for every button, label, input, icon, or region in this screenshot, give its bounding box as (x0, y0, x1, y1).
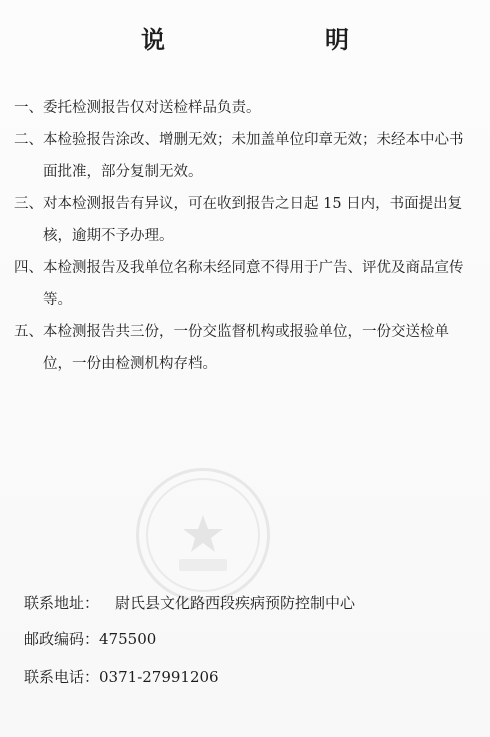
address-label: 联系地址： (24, 594, 100, 612)
zip-value: 475500 (99, 630, 157, 648)
phone-label: 联系电话： (24, 668, 100, 686)
address-value: 尉氏县文化路西段疾病预防控制中心 (115, 594, 356, 612)
notes-list (14, 92, 476, 380)
note-item (14, 188, 476, 252)
note-number: 三、 (14, 196, 43, 212)
contact-address (24, 592, 355, 613)
note-text: 本检验报告涂改、增删无效；未加盖单位印章无效；未经本中心书面批准，部分复制无效。 (43, 132, 464, 180)
note-text: 委托检测报告仅对送检样品负责。 (43, 100, 261, 116)
seal-icon (139, 471, 267, 599)
note-item (14, 316, 476, 380)
note-number: 一、 (14, 100, 43, 116)
phone-value: 0371-27991206 (99, 668, 219, 686)
note-item (14, 92, 476, 124)
note-text: 对本检测报告有异议，可在收到报告之日起 15 日内，书面提出复核，逾期不予办理。 (43, 196, 463, 244)
note-text: 本检测报告共三份，一份交监督机构或报验单位，一份交送检单位，一份由检测机构存档。 (43, 324, 449, 372)
note-number: 五、 (14, 324, 43, 340)
zip-label: 邮政编码： (24, 630, 100, 648)
note-number: 二、 (14, 132, 43, 148)
note-item (14, 252, 476, 316)
contact-phone (24, 666, 219, 687)
star-icon (183, 515, 223, 552)
official-seal-stamp (136, 468, 270, 602)
note-text: 本检测报告及我单位名称未经同意不得用于广告、评优及商品宣传等。 (43, 260, 464, 308)
contact-zip (24, 628, 156, 649)
note-number: 四、 (14, 260, 43, 276)
page-title: 说 明 (141, 25, 417, 54)
note-item (14, 124, 476, 188)
